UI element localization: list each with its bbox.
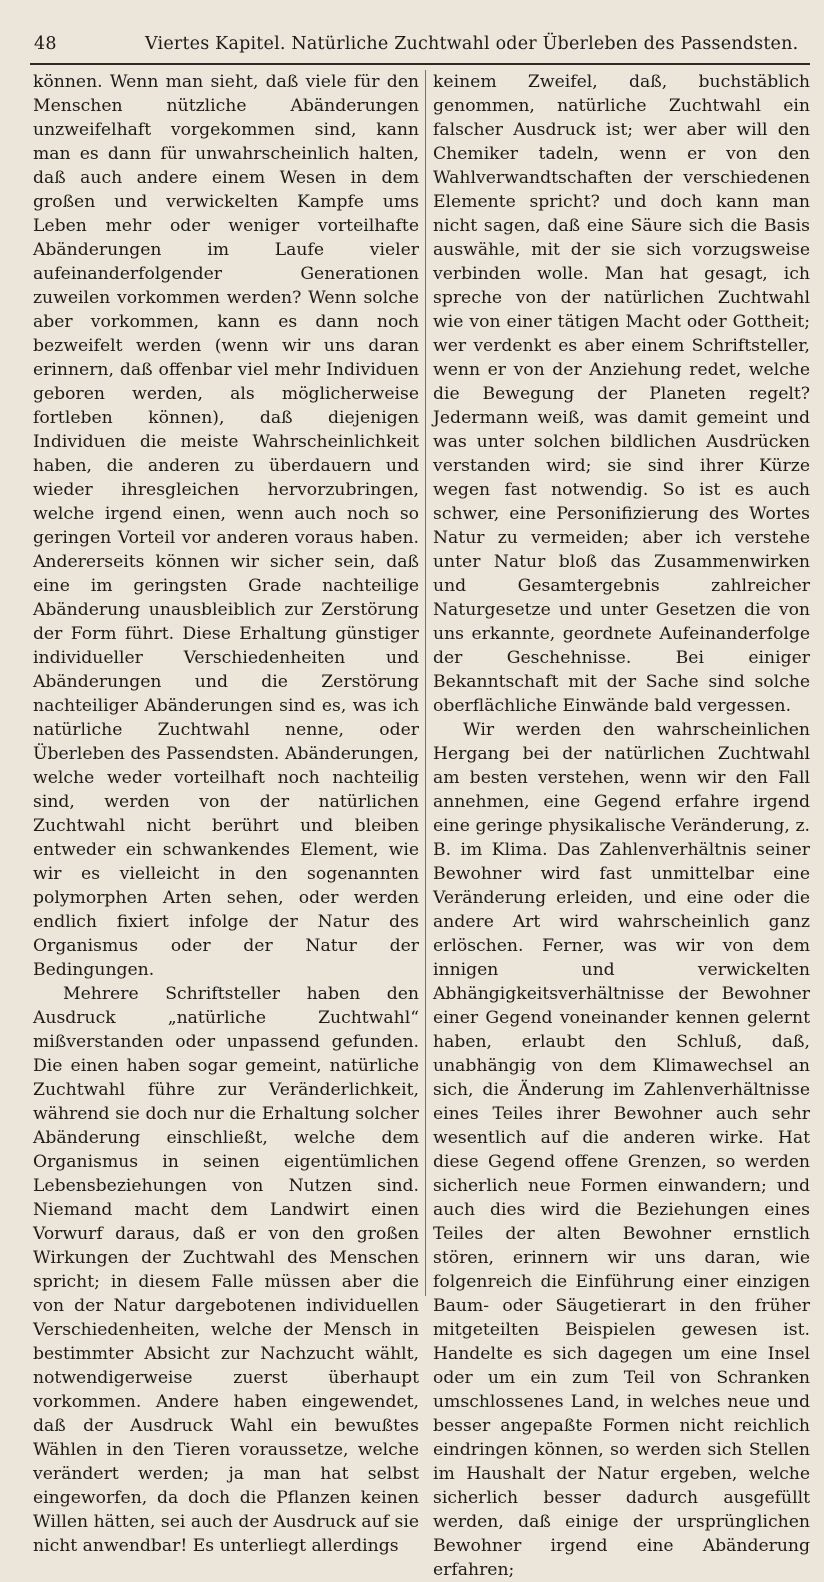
left-paragraph-1: können. Wenn man sieht, daß viele für den Menschen nützliche Abänderungen unzweifelhaft vorgekommen sind, kann man es dann für unwahrscheinlich halten, daß auch andere einem Wesen in dem großen und verwickelten Kampfe ums Leben mehr oder weniger vorteilhafte Abänderungen im Laufe vieler aufeinanderfolgender Generationen zuweilen vorkommen werden? Wenn solche aber vorkommen, kann es dann noch bezweifelt werden (wenn wir uns daran erinnern, daß offenbar viel mehr Individuen geboren werden, als möglicherweise fortleben können), daß diejenigen Individuen die meiste Wahrscheinlichkeit haben, die anderen zu überdauern und wieder ihresgleichen hervorzubringen, welche irgend einen, wenn auch noch so geringen Vorteil vor anderen voraus haben. Andererseits können wir sicher sein, daß eine im geringsten Grade nachteilige Abänderung unausbleiblich zur Zerstörung der Form führt. Diese Erhaltung günstiger individueller Verschiedenheiten und Abänderungen und die Zerstörung nachteiliger Abänderungen sind es, was ich natürliche Zuchtwahl nenne, oder Überleben des Passendsten. Abänderungen, welche weder vorteilhaft noch nachteilig sind, werden von der natürlichen Zuchtwahl nicht berührt und bleiben entweder ein schwankendes Element, wie wir es vielleicht in den sogenannten polymorphen Arten sehen, oder werden endlich fixiert infolge der Natur des Organismus oder der Natur der Bedingungen. bbox=[33, 72, 419, 980]
right-column bbox=[433, 70, 810, 1580]
left-column bbox=[33, 70, 419, 1556]
column-divider bbox=[425, 70, 426, 1296]
page-header bbox=[30, 30, 810, 60]
right-paragraph-2: Wir werden den wahrscheinlichen Hergang bei der natürlichen Zuchtwahl am besten verstehen, wenn wir den Fall annehmen, eine Gegend erfahre irgend eine geringe physikalische Veränderung, z. B. im Klima. Das Zahlenverhältnis seiner Bewohner wird fast unmittelbar eine Veränderung erleiden, und eine oder die andere Art wird wahrscheinlich ganz erlöschen. Ferner, was wir von dem innigen und verwickelten Abhängigkeitsverhältnisse der Bewohner einer Gegend voneinander kennen gelernt haben, erlaubt den Schluß, daß, unabhängig von dem Klimawechsel an sich, die Änderung im Zahlenverhältnisse eines Teiles ihrer Bewohner auch sehr wesentlich auf die anderen wirke. Hat diese Gegend offene Grenzen, so werden sicherlich neue Formen einwandern; und auch dies wird die Beziehungen eines Teiles der alten Bewohner ernstlich stören, erinnern wir uns daran, wie folgenreich die Einführung einer einzigen Baum- oder Säugetierart in den früher mitgeteilten Beispielen gewesen ist. Handelte es sich dagegen um eine Insel oder um ein zum Teil von Schranken umschlossenes Land, in welches neue und besser angepaßte Formen nicht reichlich eindringen können, so werden sich Stellen im Haushalt der Natur ergeben, welche sicherlich besser dadurch ausgefüllt werden, daß einige der ursprünglichen Bewohner irgend eine Abänderung erfahren; bbox=[433, 720, 810, 1580]
page-number: 48 bbox=[34, 34, 57, 54]
left-paragraph-2: Mehrere Schriftsteller haben den Ausdruck „natürliche Zuchtwahl“ mißverstanden oder unpassend gefunden. Die einen haben sogar gemeint, natürliche Zuchtwahl führe zur Veränderlichkeit, während sie doch nur die Erhaltung solcher Abänderung einschließt, welche dem Organismus in seinen eigentümlichen Lebensbeziehungen von Nutzen sind. Niemand macht dem Landwirt einen Vorwurf daraus, daß er von den großen Wirkungen der Zuchtwahl des Menschen spricht; in diesem Falle müssen aber die von der Natur dargebotenen individuellen Verschiedenheiten, welche der Mensch in bestimmter Absicht zur Nachzucht wählt, notwendigerweise zuerst überhaupt vorkommen. Andere haben eingewendet, daß der Ausdruck Wahl ein bewußtes Wählen in den Tieren voraussetze, welche verändert werden; ja man hat selbst eingeworfen, da doch die Pflanzen keinen Willen hätten, sei auch der Ausdruck auf sie nicht anwendbar! Es unterliegt allerdings bbox=[33, 984, 419, 1556]
header-rule bbox=[30, 63, 810, 65]
running-title: Viertes Kapitel. Natürliche Zuchtwahl oder Überleben des Passendsten. bbox=[145, 34, 799, 54]
right-paragraph-1: keinem Zweifel, daß, buchstäblich genommen, natürliche Zuchtwahl ein falscher Ausdruck ist; wer aber will den Chemiker tadeln, wenn er von den Wahlverwandtschaften der verschiedenen Elemente spricht? und doch kann man nicht sagen, daß eine Säure sich die Basis auswähle, mit der sie sich vorzugsweise verbinden wolle. Man hat gesagt, ich spreche von der natürlichen Zuchtwahl wie von einer tätigen Macht oder Gottheit; wer verdenkt es aber einem Schriftsteller, wenn er von der Anziehung redet, welche die Bewegung der Planeten regelt? Jedermann weiß, was damit gemeint und was unter solchen bildlichen Ausdrücken verstanden wird; sie sind ihrer Kürze wegen fast notwendig. So ist es auch schwer, eine Personifizierung des Wortes Natur zu vermeiden; aber ich verstehe unter Natur bloß das Zusammenwirken und Gesamtergebnis zahlreicher Naturgesetze und unter Gesetzen die von uns erkannte, geordnete Aufeinanderfolge der Geschehnisse. Bei einiger Bekanntschaft mit der Sache sind solche oberflächliche Einwände bald vergessen. bbox=[433, 72, 810, 716]
